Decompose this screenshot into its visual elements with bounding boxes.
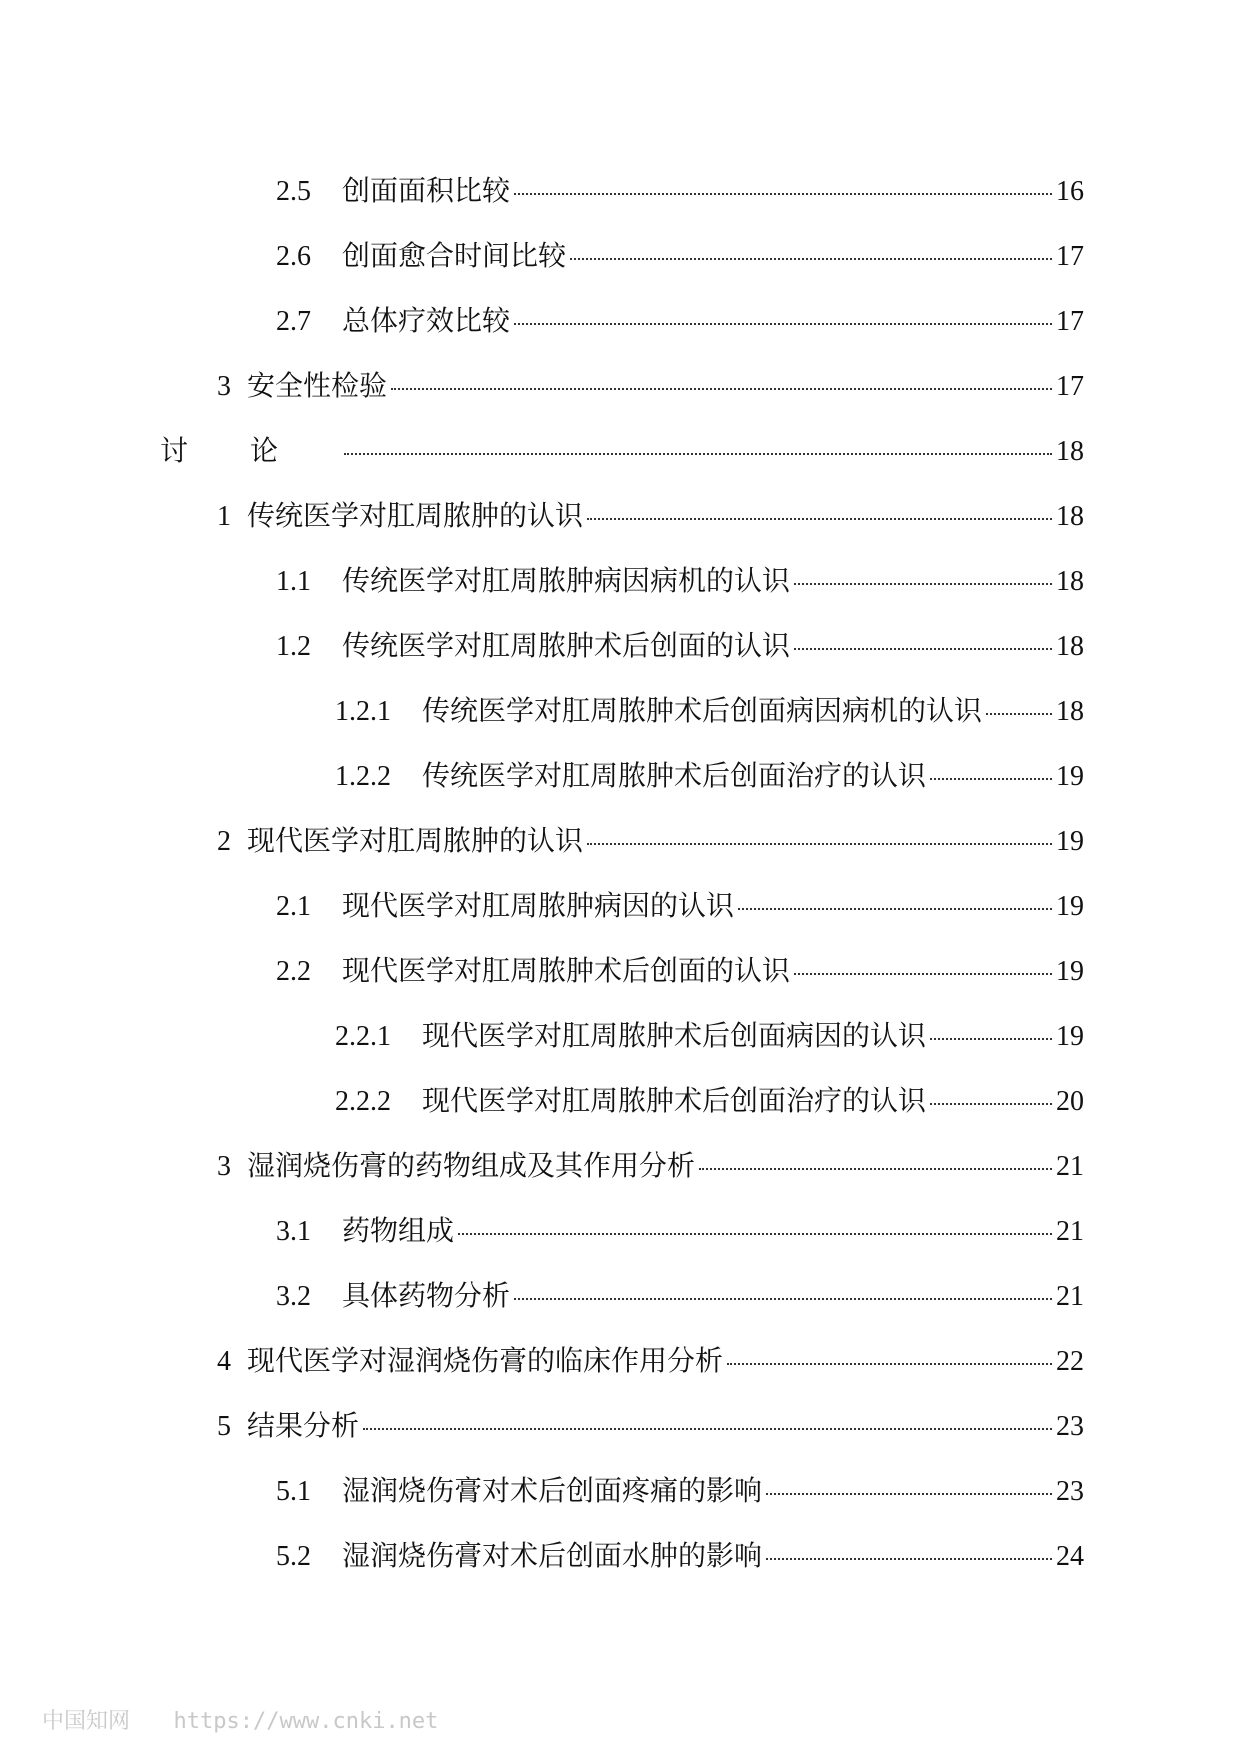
toc-entry[interactable]	[0, 1135, 1240, 1200]
toc-dot-leader	[794, 583, 1052, 585]
toc-entry-title: 结果分析	[247, 1411, 360, 1442]
toc-entry-number: 1.2	[276, 631, 311, 662]
toc-entry[interactable]	[0, 1525, 1240, 1590]
toc-entry-title: 湿润烧伤膏对术后创面水肿的影响	[342, 1541, 763, 1572]
toc-dot-leader	[930, 1038, 1052, 1040]
toc-entry-page: 18	[1056, 566, 1084, 597]
toc-entry-title: 现代医学对肛周脓肿病因的认识	[342, 891, 735, 922]
toc-entry-page: 16	[1056, 176, 1084, 207]
toc-entry-page: 17	[1056, 306, 1084, 337]
toc-dot-leader	[587, 843, 1052, 845]
toc-entry-number: 3	[217, 1151, 231, 1182]
toc-entry-page: 23	[1056, 1411, 1084, 1442]
toc-entry-title: 传统医学对肛周脓肿术后创面的认识	[342, 631, 791, 662]
toc-entry-page: 18	[1056, 631, 1084, 662]
toc-entry[interactable]	[0, 680, 1240, 745]
toc-entry[interactable]	[0, 1395, 1240, 1460]
toc-entry[interactable]	[0, 1460, 1240, 1525]
toc-dot-leader	[794, 648, 1052, 650]
toc-entry-title: 湿润烧伤膏的药物组成及其作用分析	[247, 1151, 696, 1182]
toc-dot-leader	[514, 1298, 1052, 1300]
toc-dot-leader	[514, 323, 1052, 325]
toc-entry-page: 19	[1056, 1021, 1084, 1052]
watermark-url[interactable]: https://www.cnki.net	[173, 1709, 439, 1734]
toc-entry-title: 现代医学对肛周脓肿术后创面的认识	[342, 956, 791, 987]
toc-entry-title: 传统医学对肛周脓肿术后创面治疗的认识	[422, 761, 927, 792]
toc-entry-number: 2.1	[276, 891, 311, 922]
toc-entry[interactable]	[0, 875, 1240, 940]
toc-entry-title: 安全性检验	[247, 371, 388, 402]
toc-entry-title: 现代医学对湿润烧伤膏的临床作用分析	[247, 1346, 724, 1377]
toc-entry[interactable]	[0, 550, 1240, 615]
toc-dot-leader	[514, 193, 1052, 195]
toc-entry-page: 18	[1056, 436, 1084, 467]
toc-entry-title: 创面愈合时间比较	[342, 241, 567, 272]
toc-entry-number: 5.1	[276, 1476, 311, 1507]
toc-entry[interactable]	[0, 1070, 1240, 1135]
toc-dot-leader	[794, 973, 1052, 975]
toc-entry-title: 讨论	[160, 436, 341, 467]
toc-entry-title: 现代医学对肛周脓肿的认识	[247, 826, 584, 857]
toc-entry-page: 22	[1056, 1346, 1084, 1377]
toc-entry[interactable]	[0, 485, 1240, 550]
toc-entry-title: 湿润烧伤膏对术后创面疼痛的影响	[342, 1476, 763, 1507]
toc-entry-page: 21	[1056, 1216, 1084, 1247]
toc-entry-title: 现代医学对肛周脓肿术后创面病因的认识	[422, 1021, 927, 1052]
watermark-site-name: 中国知网	[42, 1708, 131, 1733]
toc-dot-leader	[699, 1168, 1052, 1170]
toc-entry[interactable]	[0, 290, 1240, 355]
toc-entry-title: 具体药物分析	[342, 1281, 511, 1312]
table-of-contents	[0, 160, 1240, 1590]
toc-entry[interactable]	[0, 745, 1240, 810]
toc-dot-leader	[930, 778, 1052, 780]
toc-entry-number: 2.5	[276, 176, 311, 207]
toc-entry-title: 传统医学对肛周脓肿术后创面病因病机的认识	[422, 696, 983, 727]
toc-entry-page: 19	[1056, 956, 1084, 987]
toc-entry-page: 18	[1056, 501, 1084, 532]
toc-entry-page: 19	[1056, 761, 1084, 792]
toc-entry-title: 传统医学对肛周脓肿病因病机的认识	[342, 566, 791, 597]
watermark-footer	[42, 1704, 438, 1735]
toc-entry-page: 18	[1056, 696, 1084, 727]
toc-entry-page: 19	[1056, 891, 1084, 922]
toc-entry-number: 3.2	[276, 1281, 311, 1312]
toc-entry-number: 3.1	[276, 1216, 311, 1247]
toc-entry-number: 2.2.2	[335, 1086, 391, 1117]
toc-entry[interactable]	[0, 1330, 1240, 1395]
toc-dot-leader	[986, 713, 1052, 715]
toc-entry[interactable]	[0, 1265, 1240, 1330]
toc-dot-leader	[344, 453, 1052, 455]
toc-entry-page: 23	[1056, 1476, 1084, 1507]
toc-entry[interactable]	[0, 940, 1240, 1005]
toc-entry-number: 2.2	[276, 956, 311, 987]
toc-entry[interactable]	[0, 1005, 1240, 1070]
toc-entry-number: 1	[217, 501, 231, 532]
toc-entry-number: 2.2.1	[335, 1021, 391, 1052]
toc-entry-title: 现代医学对肛周脓肿术后创面治疗的认识	[422, 1086, 927, 1117]
toc-dot-leader	[363, 1428, 1052, 1430]
toc-dot-leader	[727, 1363, 1052, 1365]
toc-dot-leader	[766, 1493, 1052, 1495]
toc-entry-page: 17	[1056, 371, 1084, 402]
toc-dot-leader	[391, 388, 1052, 390]
toc-entry-number: 1.2.2	[335, 761, 391, 792]
toc-entry[interactable]	[0, 355, 1240, 420]
toc-entry-number: 2	[217, 826, 231, 857]
toc-dot-leader	[570, 258, 1052, 260]
toc-entry[interactable]	[0, 1200, 1240, 1265]
toc-entry-number: 3	[217, 371, 231, 402]
toc-dot-leader	[587, 518, 1052, 520]
toc-entry-number: 1.2.1	[335, 696, 391, 727]
toc-entry-number: 5.2	[276, 1541, 311, 1572]
toc-entry-number: 4	[217, 1346, 231, 1377]
toc-entry-title: 创面面积比较	[342, 176, 511, 207]
toc-entry[interactable]	[0, 160, 1240, 225]
toc-entry-number: 2.7	[276, 306, 311, 337]
toc-entry-page: 21	[1056, 1151, 1084, 1182]
toc-dot-leader	[766, 1558, 1052, 1560]
toc-entry[interactable]	[0, 810, 1240, 875]
toc-dot-leader	[458, 1233, 1052, 1235]
toc-entry-title: 传统医学对肛周脓肿的认识	[247, 501, 584, 532]
toc-entry-number: 1.1	[276, 566, 311, 597]
toc-entry[interactable]	[0, 420, 1240, 485]
toc-dot-leader	[738, 908, 1052, 910]
toc-entry-page: 24	[1056, 1541, 1084, 1572]
toc-dot-leader	[930, 1103, 1052, 1105]
toc-entry-title: 药物组成	[342, 1216, 455, 1247]
toc-entry-number: 2.6	[276, 241, 311, 272]
toc-entry-page: 21	[1056, 1281, 1084, 1312]
toc-entry[interactable]	[0, 225, 1240, 290]
toc-entry-page: 20	[1056, 1086, 1084, 1117]
toc-entry-page: 17	[1056, 241, 1084, 272]
toc-entry-page: 19	[1056, 826, 1084, 857]
toc-entry[interactable]	[0, 615, 1240, 680]
toc-entry-title: 总体疗效比较	[342, 306, 511, 337]
toc-entry-number: 5	[217, 1411, 231, 1442]
